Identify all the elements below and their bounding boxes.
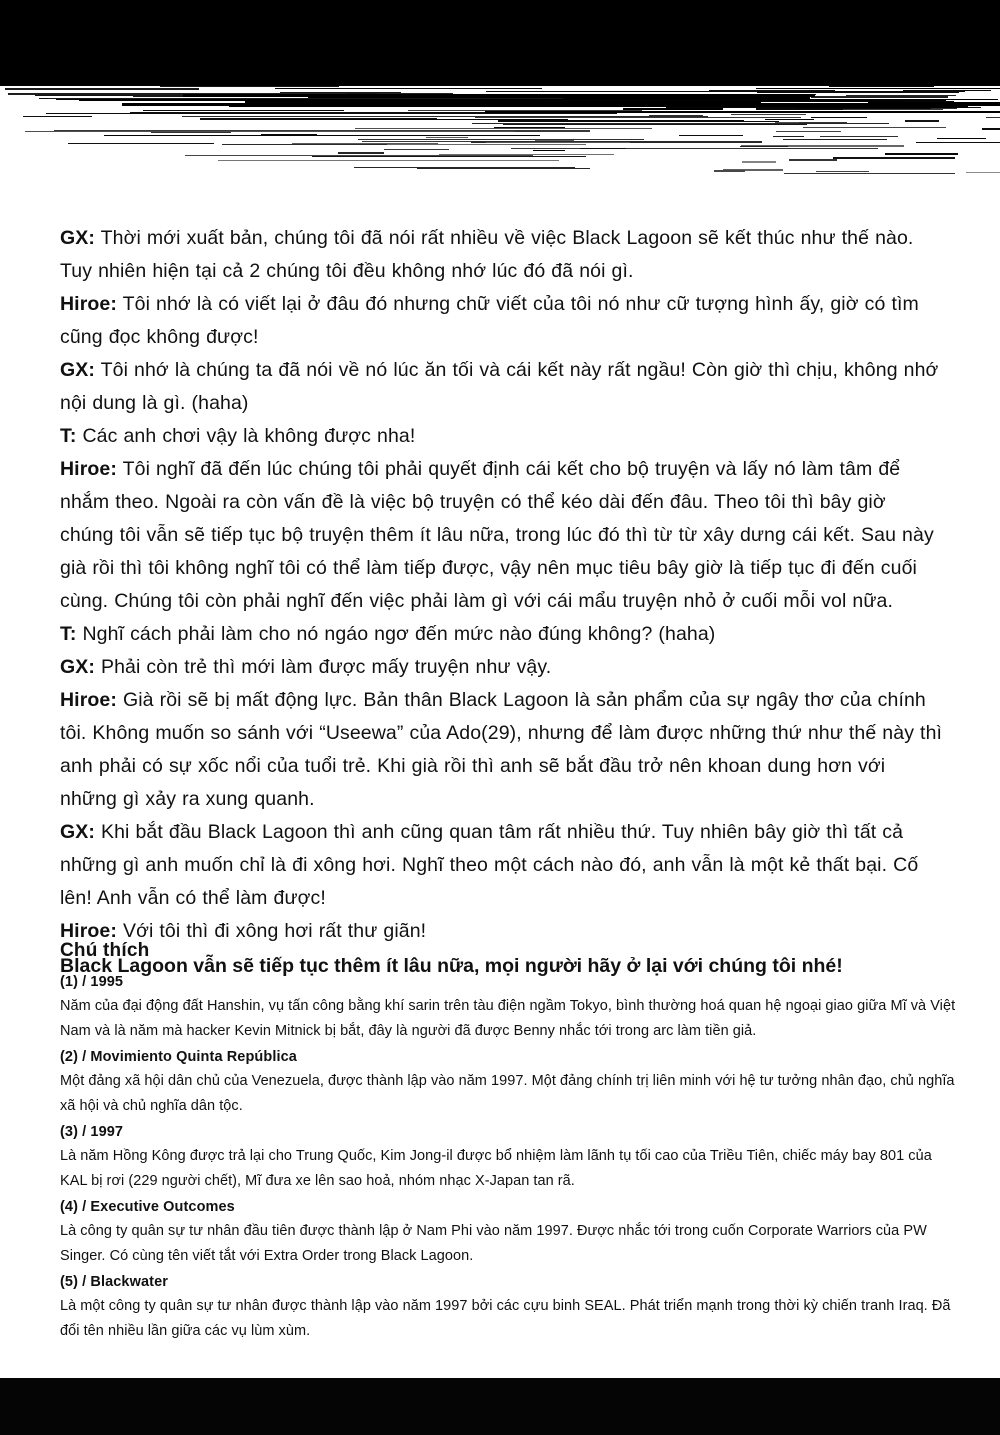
glitch-scanline xyxy=(776,131,841,132)
glitch-scanline xyxy=(222,144,387,145)
speaker-label: Hiroe: xyxy=(60,920,117,942)
scanline-glitch-strip xyxy=(0,86,1000,174)
glitch-scanline xyxy=(503,124,807,125)
glitch-scanline xyxy=(143,110,344,111)
glitch-scanline xyxy=(756,88,1000,89)
glitch-scanline xyxy=(426,137,468,138)
dialogue-line xyxy=(60,651,944,684)
dialogue-container xyxy=(60,222,944,1003)
top-black-band xyxy=(0,0,1000,86)
dialogue-line xyxy=(60,420,944,453)
glitch-scanline xyxy=(486,142,630,143)
speaker-label: GX: xyxy=(60,656,95,678)
glitch-scanline xyxy=(384,149,449,150)
glitch-scanline xyxy=(798,105,968,108)
glitch-scanline xyxy=(218,160,559,161)
glitch-scanline xyxy=(803,127,946,128)
dialogue-line xyxy=(60,618,944,651)
glitch-scanline xyxy=(23,116,92,117)
note-heading: (3) / 1997 xyxy=(60,1124,124,1140)
speaker-label: Hiroe: xyxy=(60,689,117,711)
glitch-scanline xyxy=(5,88,199,90)
speaker-label: GX: xyxy=(60,359,95,381)
glitch-scanline xyxy=(833,157,955,159)
glitch-scanline xyxy=(104,135,540,136)
glitch-scanline xyxy=(511,148,878,149)
glitch-scanline xyxy=(580,148,626,149)
dialogue-text: Tôi nhớ là có viết lại ở đâu đó nhưng chữ viết của tôi nó như cữ tượng hình ấy, giờ có tìm cũng đọc không được! xyxy=(60,293,919,348)
glitch-scanline xyxy=(784,173,955,174)
glitch-scanline xyxy=(417,168,590,169)
glitch-scanline xyxy=(982,128,1000,130)
note-body: Là công ty quân sự tư nhân đầu tiên được thành lập ở Nam Phi vào năm 1997. Được nhắc tới trong cuốn Corporate Warriors của PW Singer. Có cùng tên viết tắt với Extra Order trong Black Lagoon. xyxy=(60,1223,927,1264)
note-heading: (5) / Blackwater xyxy=(60,1274,168,1290)
speaker-label: T: xyxy=(60,425,77,447)
glitch-scanline xyxy=(188,99,998,100)
note-body: Là một công ty quân sự tư nhân được thành lập vào năm 1997 bởi các cựu binh SEAL. Phát triển mạnh trong thời kỳ chiến tranh Iraq. Đã đổi tên nhiều lần giữa các vụ lùm xùm. xyxy=(60,1298,951,1339)
bottom-black-band xyxy=(0,1378,1000,1435)
glitch-scanline xyxy=(275,88,542,89)
glitch-scanline xyxy=(829,86,934,87)
glitch-scanline xyxy=(937,138,986,139)
glitch-scanline xyxy=(816,171,869,172)
dialogue-text: Phải còn trẻ thì mới làm được mấy truyện như vậy. xyxy=(94,656,552,678)
glitch-scanline xyxy=(714,170,745,172)
notes-title: Chú thích xyxy=(60,940,150,961)
glitch-scanline xyxy=(757,91,959,93)
speaker-label: GX: xyxy=(60,821,95,843)
glitch-scanline xyxy=(905,120,939,122)
dialogue-text: Tôi nghĩ đã đến lúc chúng tôi phải quyết định cái kết cho bộ truyện và lấy nó làm tâm để nhắm theo. Ngoài ra còn vấn đề là việc bộ truyện có thể kéo dài đến đâu. Theo tôi thì bây giờ chúng tôi vẫn sẽ tiếp tục bộ truyện thêm ít lâu nữa, trong lúc đó thì từ từ xây dưng cái kết. Sau này già rồi thì tôi không nghĩ tôi có thể làm tiếp được, vậy nên mục tiêu bây giờ là tiếp tục đi đến cuối cùng. Chúng tôi còn phải nghĩ đến việc phải làm gì với cái mẩu truyện nhỏ ở cuối mỗi vol nữa. xyxy=(60,458,934,612)
glitch-scanline xyxy=(623,108,723,110)
glitch-scanline xyxy=(229,106,866,107)
note-body: Năm của đại động đất Hanshin, vụ tấn công bằng khí sarin trên tàu điện ngầm Tokyo, bình thường hoá quan hệ ngoại giao giữa Mĩ và Việt Nam và là năm mà hacker Kevin Mitnick bị bắt, đây là người đã được Benny nhắc tới trong arc làm tiền giả. xyxy=(60,998,956,1039)
dialogue-text: Khi bắt đầu Black Lagoon thì anh cũng quan tâm rất nhiều thứ. Tuy nhiên bây giờ thì tất cả những gì anh muốn chỉ là đi xông hơi. Nghĩ theo một cách nào đó, anh vẫn là một kẻ thất bại. Cố lên! Anh vẫn có thể làm được! xyxy=(60,821,919,909)
notes-list xyxy=(60,971,956,1344)
glitch-scanline xyxy=(742,161,776,163)
glitch-scanline xyxy=(789,159,837,161)
closing-statement: Black Lagoon vẫn sẽ tiếp tục thêm ít lâu nữa, mọi người hãy ở lại với chúng tôi nhé! xyxy=(60,955,843,977)
glitch-scanline xyxy=(731,114,806,115)
dialogue-text: Thời mới xuất bản, chúng tôi đã nói rất nhiều về việc Black Lagoon sẽ kết thúc như thế nào. Tuy nhiên hiện tại cả 2 chúng tôi đều không nhớ lúc đó đã nói gì. xyxy=(60,227,914,282)
glitch-scanline xyxy=(160,86,339,87)
note-heading: (2) / Movimiento Quinta República xyxy=(60,1049,297,1065)
glitch-scanline xyxy=(783,139,887,140)
glitch-scanline xyxy=(25,131,515,132)
glitch-scanline xyxy=(312,156,586,157)
glitch-scanline xyxy=(820,136,898,137)
glitch-scanline xyxy=(885,153,958,155)
glitch-scanline xyxy=(68,143,214,144)
dialogue-line xyxy=(60,222,944,288)
speaker-label: T: xyxy=(60,623,77,645)
glitch-scanline xyxy=(46,113,268,114)
note-body: Là năm Hồng Kông được trả lại cho Trung Quốc, Kim Jong-il được bổ nhiệm làm lãnh tụ tối cao của Triều Tiên, chiếc máy bay 801 của KAL bị rơi (229 người chết), Mĩ đưa xe lên sao hoả, nhóm nhạc X-Japan tan rã. xyxy=(60,1148,932,1189)
glitch-scanline xyxy=(966,172,1000,173)
speaker-label: Hiroe: xyxy=(60,458,117,480)
note-body: Một đảng xã hội dân chủ của Venezuela, được thành lập vào năm 1997. Một đảng chính trị liên minh với hệ tư tưởng nhân đạo, chủ nghĩa xã hội và chủ nghĩa dân tộc. xyxy=(60,1073,955,1114)
glitch-scanline xyxy=(358,139,644,140)
dialogue-line xyxy=(60,354,944,420)
glitch-scanline xyxy=(485,111,1000,113)
glitch-scanline xyxy=(773,136,804,137)
note-heading: (1) / 1995 xyxy=(60,974,124,990)
note-heading: (4) / Executive Outcomes xyxy=(60,1199,235,1215)
glitch-scanline xyxy=(843,109,943,110)
speaker-label: Hiroe: xyxy=(60,293,117,315)
dialogue-text: Các anh chơi vậy là không được nha! xyxy=(76,425,416,447)
glitch-scanline xyxy=(679,135,743,136)
dialogue-text: Tôi nhớ là chúng ta đã nói về nó lúc ăn tối và cái kết này rất ngầu! Còn giờ thì chịu, không nhớ nội dung là gì. (haha) xyxy=(60,359,939,414)
dialogue-line xyxy=(60,684,944,816)
glitch-scanline xyxy=(151,132,231,133)
dialogue-line xyxy=(60,816,944,915)
glitch-scanline xyxy=(475,117,801,118)
glitch-scanline xyxy=(811,117,867,118)
notes-section xyxy=(60,938,956,1346)
glitch-scanline xyxy=(245,101,761,103)
dialogue-line xyxy=(60,453,944,618)
glitch-scanline xyxy=(533,150,565,151)
glitch-scanline xyxy=(308,96,615,98)
dialogue-text: Với tôi thì đi xông hơi rất thư giãn! xyxy=(116,920,427,942)
dialogue-text: Nghĩ cách phải làm cho nó ngáo ngơ đến mức nào đúng không? (haha) xyxy=(76,623,716,645)
glitch-scanline xyxy=(355,128,652,129)
glitch-scanline xyxy=(338,152,384,154)
glitch-scanline xyxy=(986,117,1000,118)
glitch-scanline xyxy=(916,142,1000,143)
speaker-label: GX: xyxy=(60,227,95,249)
glitch-scanline xyxy=(765,119,814,120)
dialogue-text: Già rồi sẽ bị mất động lực. Bản thân Black Lagoon là sản phẩm của sự ngây thơ của chính tôi. Không muốn so sánh với “Useewa” của Ado(29), nhưng để làm được những thứ như thế này thì anh phải có sự xốc nổi của tuổi trẻ. Khi già rồi thì anh sẽ bắt đầu trở nên khoan dung hơn với những gì xảy ra xung quanh. xyxy=(60,689,943,810)
dialogue-line xyxy=(60,288,944,354)
glitch-scanline xyxy=(740,146,788,147)
glitch-scanline xyxy=(639,121,779,122)
